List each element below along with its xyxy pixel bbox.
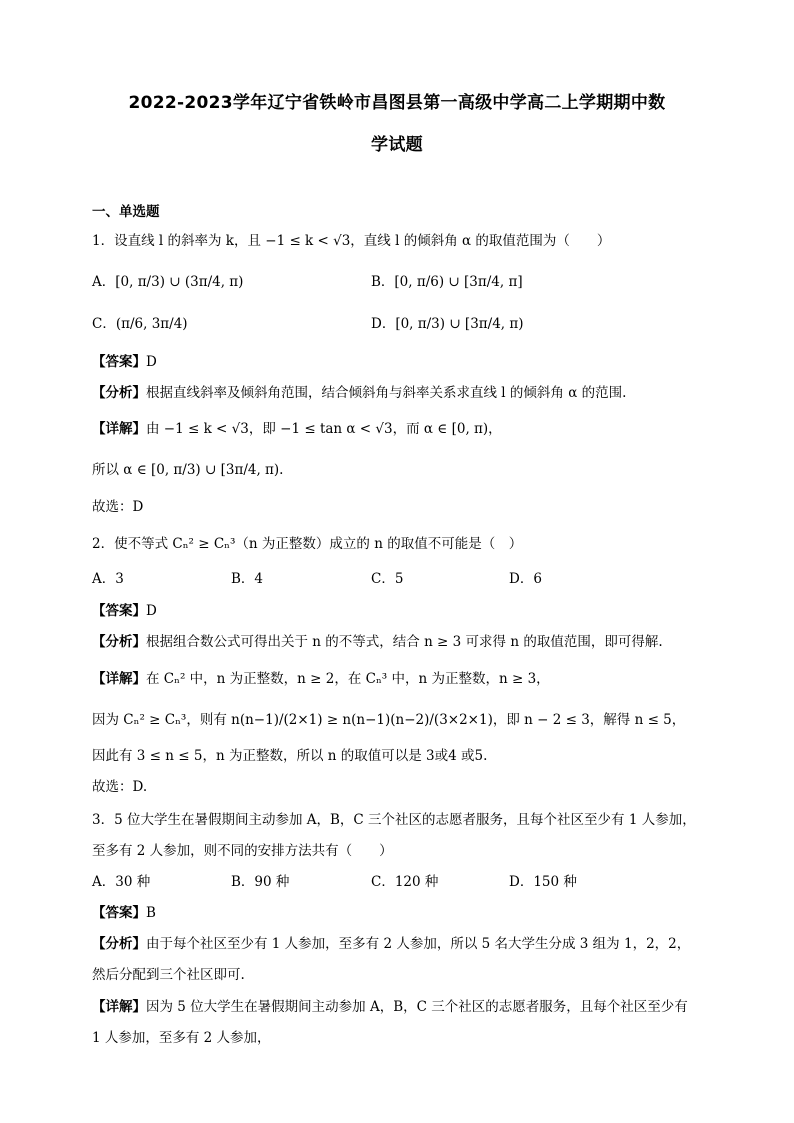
q3-stem-line1: 3．5 位大学生在暑假期间主动参加 A，B，C 三个社区的志愿者服务，且每个社区至少有 1 人参加， (92, 812, 696, 828)
answer-tag: 【答案】 (92, 905, 146, 921)
q3-option-a: A．30 种 (92, 874, 151, 890)
q3-detail-text: 因为 5 位大学生在暑假期间主动参加 A，B，C 三个社区的志愿者服务，且每个社区至少有 (146, 999, 688, 1015)
q1-option-b: B．[0, π/6) ∪ [3π/4, π] (371, 274, 523, 290)
section-heading: 一、单选题 (92, 204, 160, 220)
q2-analysis-text: 根据组合数公式可得出关于 n 的不等式，结合 n ≥ 3 可求得 n 的取值范围，即可得解. (146, 634, 663, 650)
q3-detail-line1 (92, 1001, 688, 1015)
q1-option-c: C．(π/6, 3π/4) (92, 316, 188, 332)
q2-detail (92, 673, 550, 687)
q3-analysis-line2: 然后分配到三个社区即可. (92, 967, 245, 983)
q3-answer (92, 907, 156, 921)
q3-analysis-line1 (92, 938, 690, 952)
q2-detail-line3: 因此有 3 ≤ n ≤ 5，n 为正整数，所以 n 的取值可以是 3或4 或5. (92, 748, 488, 764)
q1-answer (92, 356, 157, 370)
q1-analysis (92, 387, 626, 401)
answer-tag: 【答案】 (92, 603, 146, 619)
q1-analysis-text: 根据直线斜率及倾斜角范围，结合倾斜角与斜率关系求直线 l 的倾斜角 α 的范围. (146, 385, 627, 401)
detail-tag: 【详解】 (92, 421, 146, 437)
detail-tag: 【详解】 (92, 671, 146, 687)
q1-option-a: A．[0, π/3) ∪ (3π/4, π) (92, 274, 244, 290)
q1-detail-text: 由 −1 ≤ k < √3，即 −1 ≤ tan α < √3，而 α ∈ [0, π)， (146, 421, 502, 437)
q3-option-c: C．120 种 (371, 874, 439, 890)
analysis-tag: 【分析】 (92, 936, 146, 952)
q2-answer (92, 605, 157, 619)
detail-tag: 【详解】 (92, 999, 146, 1015)
q1-answer-value: D (146, 354, 157, 370)
doc-title-line1: 2022-2023学年辽宁省铁岭市昌图县第一高级中学高二上学期期中数 (128, 93, 666, 113)
q3-analysis-text: 由于每个社区至少有 1 人参加，至多有 2 人参加，所以 5 名大学生分成 3 组为 1，2，2， (146, 936, 691, 952)
q2-option-b: B．4 (231, 571, 264, 587)
q1-choice: 故选：D (92, 499, 144, 515)
q1-option-d: D．[0, π/3) ∪ [3π/4, π) (371, 316, 524, 332)
q3-stem-line2: 至多有 2 人参加，则不同的安排方法共有（ ） (92, 843, 393, 859)
q2-option-d: D．6 (509, 571, 542, 587)
answer-tag: 【答案】 (92, 354, 146, 370)
q1-detail (92, 423, 502, 437)
analysis-tag: 【分析】 (92, 634, 146, 650)
q3-detail-line2: 1 人参加，至多有 2 人参加， (92, 1030, 271, 1046)
doc-title-line2: 学试题 (371, 135, 423, 155)
q1-stem: 1．设直线 l 的斜率为 k，且 −1 ≤ k < √3，直线 l 的倾斜角 α 的取值范围为（ ） (92, 233, 611, 249)
q3-option-b: B．90 种 (231, 874, 290, 890)
q3-answer-value: B (146, 905, 156, 921)
q2-stem: 2．使不等式 Cₙ² ≥ Cₙ³（n 为正整数）成立的 n 的取值不可能是（ ） (92, 536, 523, 552)
q2-answer-value: D (146, 603, 157, 619)
analysis-tag: 【分析】 (92, 385, 146, 401)
q2-detail-line2: 因为 Cₙ² ≥ Cₙ³，则有 n(n−1)/(2×1) ≥ n(n−1)(n−2)/(3×2×1)，即 n − 2 ≤ 3，解得 n ≤ 5， (92, 712, 686, 728)
q2-analysis (92, 636, 663, 650)
q2-choice: 故选：D. (92, 779, 148, 795)
q2-detail-text: 在 Cₙ² 中，n 为正整数，n ≥ 2，在 Cₙ³ 中，n 为正整数，n ≥ 3， (146, 671, 550, 687)
q2-option-c: C．5 (371, 571, 404, 587)
q2-option-a: A．3 (92, 571, 124, 587)
q1-detail-line2: 所以 α ∈ [0, π/3) ∪ [3π/4, π). (92, 462, 284, 478)
q3-option-d: D．150 种 (509, 874, 577, 890)
